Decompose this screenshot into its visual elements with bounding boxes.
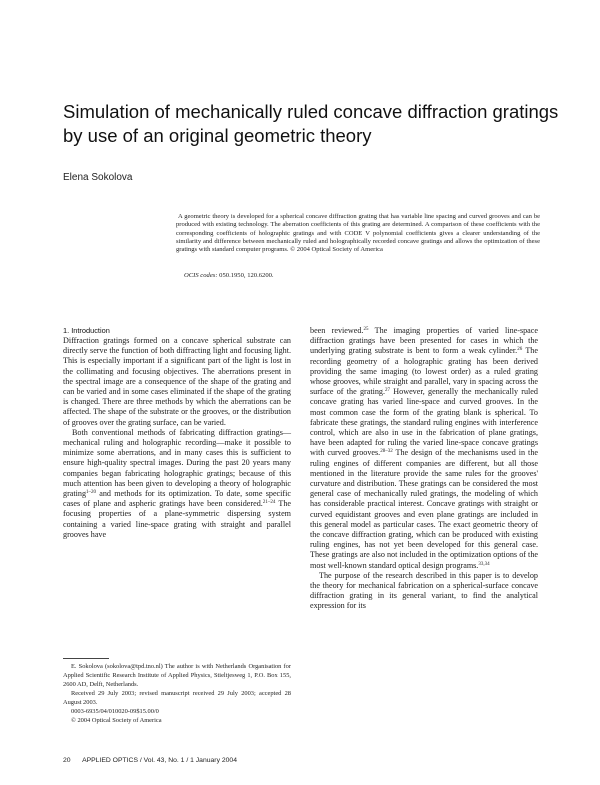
footnote-divider bbox=[63, 658, 109, 659]
intro-paragraph-2-continued: been reviewed.$^{25}$ The imaging properties of varied line-space diffraction gratings have been presented for cases in which the underlying grating substrate is bent to form a weak cylinder.$^{26}$ The recording geometry of a holographic grating has been derived providing the same imaging (to lowest order) as a ruled grating whose grooves, while straight and parallel, vary in spacing across the surface of the grating.$^{27}$ However, generally the mechanically ruled concave grating has varied line-space and curved grooves. In the most common case the form of the grating blank is spherical. To fabricate these gratings, the standard ruling engines with interference control, which are also in use in the fabrication of plane gratings, have been adapted for ruling the varied line-space concave gratings with curved grooves.$^{28-32}$ The design of the mechanisms used in the ruling engines of different companies are different, but all those mentioned in the literature provide the same rules for the grooves' curvature and distribution. These gratings can be considered the most general case of mechanically ruled gratings, the modeling of which has considerable practical interest. Concave gratings with straight or curved equidistant grooves and even plane gratings are included in this general model as particular cases. The exact geometric theory of the concave diffraction grating, which can be produced with existing ruling engines, has not yet been developed for this general case. These gratings are also not included in the optimization options of the most well-known standard optical design programs.$^{33,34}$ bbox=[310, 326, 538, 570]
citation-ref: 21–24 bbox=[262, 500, 276, 506]
issn-code: 0003-6935/04/010020-09$15.00/0 bbox=[71, 708, 159, 715]
citation-ref: 28–32 bbox=[380, 449, 393, 455]
journal-citation: APPLIED OPTICS / Vol. 43, No. 1 / 1 January 2004 bbox=[82, 757, 237, 764]
citation-ref: 1–20 bbox=[86, 490, 97, 496]
copyright-notice: © 2004 Optical Society of America bbox=[71, 717, 162, 724]
intro-paragraph-2: Both conventional methods of fabricating diffraction gratings—mechanical ruling and holographic recording—make it possible to minimize some aberrations, and in many cases this is sufficient to ensure high-quality spectral images. During the past 20 years many companies began fabricating holographic gratings; because of this much attention has been given to developing a theory of holographic grating$^{1-20}$ and methods for its optimization. To date, some specific cases of plane and aspheric gratings have been considered.$^{21-24}$ The focusing properties of a plane-symmetric dispersing system containing a varied line-space grating with straight and parallel grooves have bbox=[63, 427, 291, 539]
citation-ref: 26 bbox=[517, 347, 523, 353]
ocis-label: OCIS codes: bbox=[184, 272, 218, 279]
citation-ref: 33,34 bbox=[478, 561, 490, 567]
abstract: A geometric theory is developed for a spherical concave diffraction grating that has variable line spacing and curved grooves and can be produced with existing technology. The aberration coefficients of this grating are determined. A comparison of these coefficients with the corresponding coefficients of holographic gratings and with CODE V polynomial coefficients gives a clearer understanding of the similarity and difference between mechanically ruled and holographically recorded concave gratings and allows the optimization of these gratings with standard computer programs. © 2004 Optical Society of America bbox=[176, 213, 540, 254]
author-affiliation: E. Sokolova (sokolova@tpd.tno.nl) The author is with Netherlands Organisation for Applied Scientific Research Institute of Applied Physics, Stieltjesweg 1, P.O. Box 155, 2600 AD, Delft, Netherlands. bbox=[63, 663, 291, 688]
received-dates: Received 29 July 2003; revised manuscript received 29 July 2003; accepted 28 August 2003. bbox=[63, 690, 291, 706]
ocis-codes bbox=[184, 272, 274, 279]
intro-paragraph-1: Diffraction gratings formed on a concave spherical substrate can directly serve the function of both diffracting light and focusing light. This is especially important if a significant part of the light is lost in the collimating and focusing objectives. The aberrations present in the spectral image are a consequence of the shape of the grating and can be varied and in some cases eliminated if the shape of the grating is changed. There are three methods by which the aberrations can be affected. The shape of the substrate or the grooves, or the distribution of grooves over the grating surface, can be varied. bbox=[63, 336, 291, 427]
footnote bbox=[63, 662, 291, 725]
citation-ref: 27 bbox=[385, 388, 390, 394]
citation-ref: 25 bbox=[363, 327, 369, 332]
page-footer bbox=[63, 757, 247, 764]
page-number: 20 bbox=[63, 757, 71, 764]
ocis-values: 050.1950, 120.6200. bbox=[219, 272, 274, 279]
intro-paragraph-3: The purpose of the research described in this paper is to develop the theory for mechanical fabrication on a spherical-surface concave diffraction grating in its general variant, to find the analytical expression for its bbox=[310, 570, 538, 611]
left-column bbox=[63, 336, 291, 540]
article-title: Simulation of mechanically ruled concave diffraction gratings by use of an original geometric theory bbox=[63, 101, 559, 146]
section-heading-introduction: 1. Introduction bbox=[63, 326, 110, 335]
right-column bbox=[310, 326, 538, 612]
author-name: Elena Sokolova bbox=[63, 172, 133, 183]
